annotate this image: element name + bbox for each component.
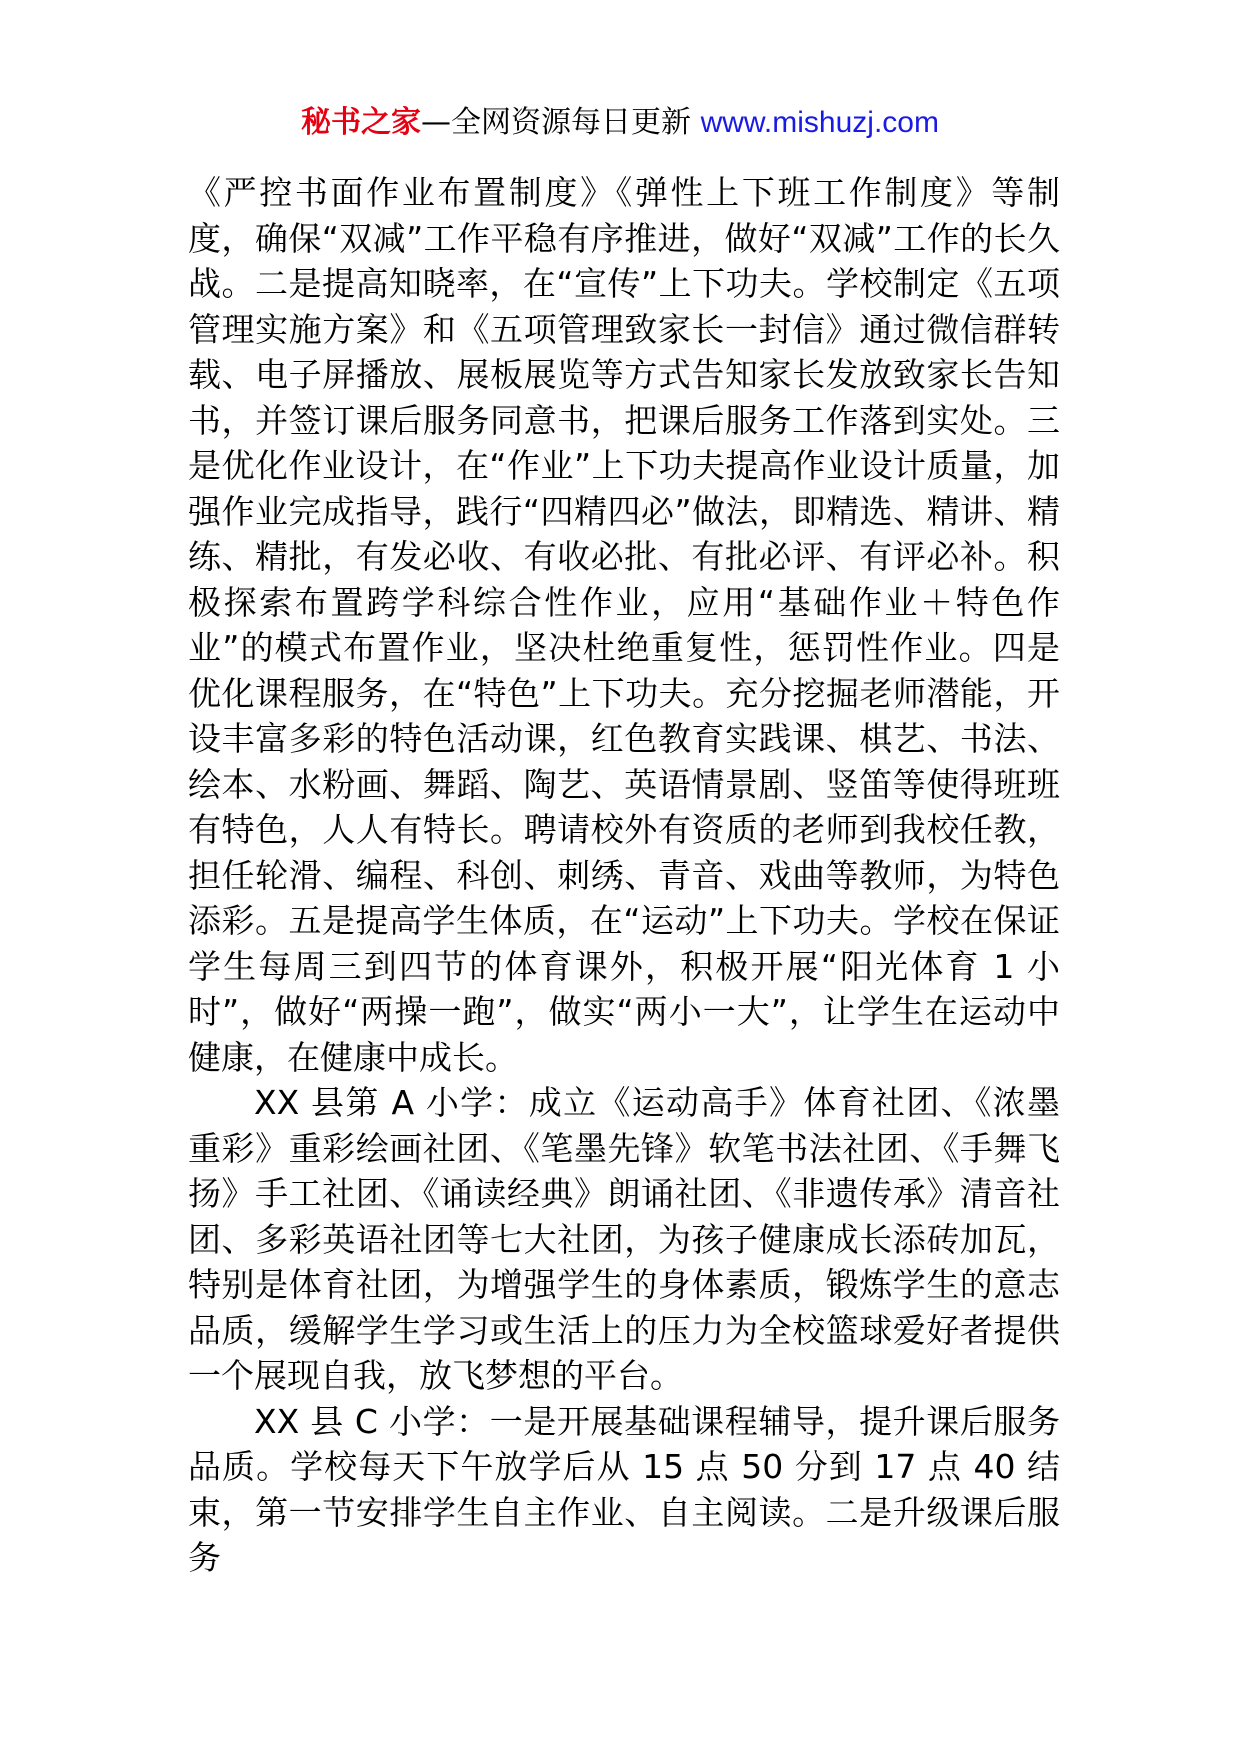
paragraph-school-c: XX 县 C 小学：一是开展基础课程辅导，提升课后服务品质。学校每天下午放学后从 15 点 50 分到 17 点 40 结束，第一节安排学生自主作业、自主阅读。二是升级课后服务 [188, 1401, 1060, 1577]
document-body [188, 170, 1060, 1581]
paragraph-continuation: 《严控书面作业布置制度》《弹性上下班工作制度》等制度，确保“双减”工作平稳有序推进，做好“双减”工作的长久战。二是提高知晓率，在“宣传”上下功夫。学校制定《五项管理实施方案》和《五项管理致家长一封信》通过微信群转载、电子屏播放、展板展览等方式告知家长发放致家长告知书，并签订课后服务同意书，把课后服务工作落到实处。三是优化作业设计，在“作业”上下功夫提高作业设计质量，加强作业完成指导，践行“四精四必”做法，即精选、精讲、精练、精批，有发必收、有收必批、有批必评、有评必补。积极探索布置跨学科综合性作业，应用“基础作业＋特色作业”的模式布置作业，坚决杜绝重复性，惩罚性作业。四是优化课程服务，在“特色”上下功夫。充分挖掘老师潜能，开设丰富多彩的特色活动课，红色教育实践课、棋艺、书法、绘本、水粉画、舞蹈、陶艺、英语情景剧、竖笛等使得班班有特色，人人有特长。聘请校外有资质的老师到我校任教，担任轮滑、编程、科创、刺绣、青音、戏曲等教师，为特色添彩。五是提高学生体质，在“运动”上下功夫。学校在保证学生每周三到四节的体育课外，积极开展“阳光体育 1 小时”，做好“两操一跑”，做实“两小一大”，让学生在运动中健康，在健康中成长。 [188, 173, 1060, 1077]
header-url[interactable]: www.mishuzj.com [700, 106, 939, 139]
page-header [0, 100, 1240, 146]
paragraph-school-a: XX 县第 A 小学：成立《运动高手》体育社团、《浓墨重彩》重彩绘画社团、《笔墨先锋》软笔书法社团、《手舞飞扬》手工社团、《诵读经典》朗诵社团、《非遗传承》清音社团、多彩英语社团等七大社团，为孩子健康成长添砖加瓦，特别是体育社团，为增强学生的身体素质，锻炼学生的意志品质，缓解学生学习或生活上的压力为全校篮球爱好者提供一个展现自我，放飞梦想的平台。 [188, 1083, 1060, 1395]
header-tagline: —全网资源每日更新 [421, 105, 701, 140]
brand-name: 秘书之家 [301, 105, 422, 140]
